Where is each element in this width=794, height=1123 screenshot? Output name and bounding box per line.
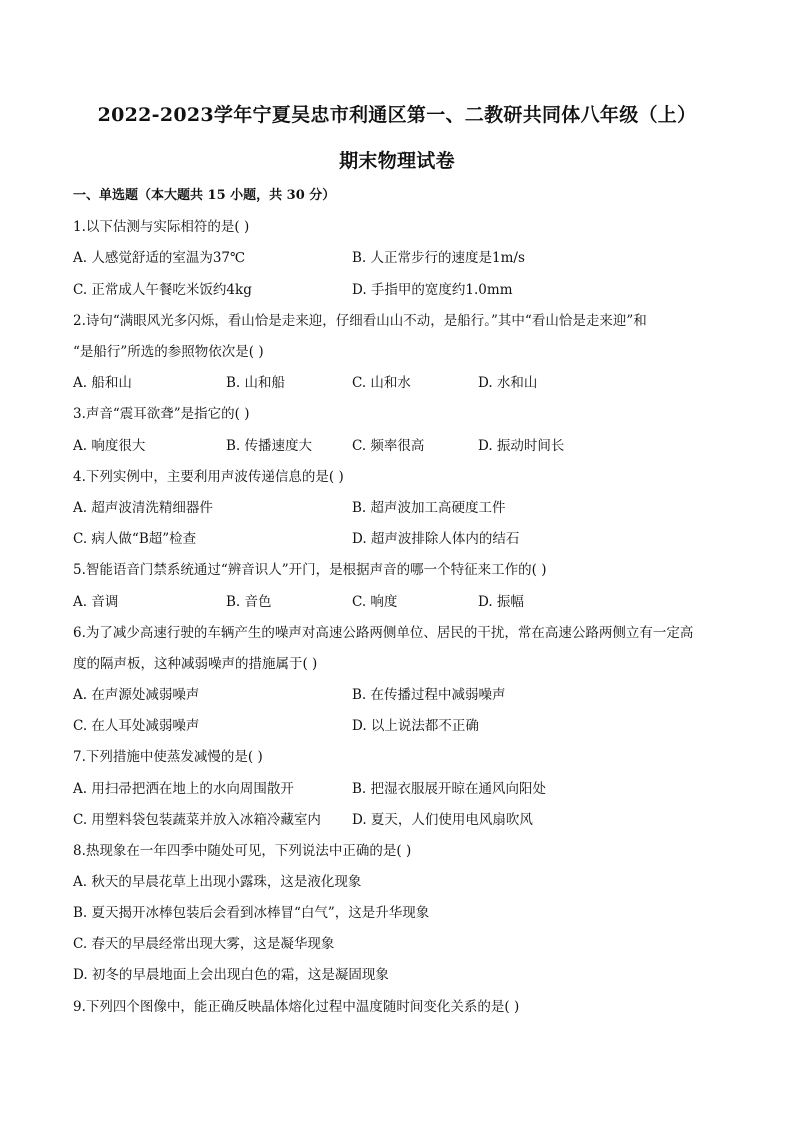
question-6-option-a: A. 在声源处减弱噪声: [73, 687, 200, 703]
question-7-option-a: A. 用扫帚把洒在地上的水向周围散开: [73, 781, 294, 797]
question-5-option-b: B. 音色: [226, 594, 272, 610]
question-4-option-d: D. 超声波排除人体内的结石: [352, 531, 520, 547]
exam-subtitle: 期末物理试卷: [339, 150, 455, 172]
question-4-option-b: B. 超声波加工高硬度工件: [352, 500, 506, 516]
question-6-option-c: C. 在人耳处减弱噪声: [73, 718, 200, 734]
question-6-option-d: D. 以上说法都不正确: [352, 718, 479, 734]
question-6-option-b: B. 在传播过程中减弱噪声: [352, 687, 506, 703]
question-6-stem-line2: 度的隔声板，这种减弱噪声的措施属于( ): [73, 656, 318, 672]
question-9-stem: 9.下列四个图像中，能正确反映晶体熔化过程中温度随时间变化关系的是( ): [73, 999, 520, 1015]
question-8-option-b: B. 夏天揭开冰棒包装后会看到冰棒冒“白气”，这是升华现象: [73, 905, 430, 921]
question-4-option-a: A. 超声波清洗精细器件: [73, 500, 213, 516]
question-2-stem-line1: 2.诗句“满眼风光多闪烁，看山恰是走来迎，仔细看山山不动，是船行。”其中“看山恰是走来迎”和: [73, 313, 647, 329]
question-3-option-d: D. 振动时间长: [478, 438, 565, 454]
question-3-stem: 3.声音“震耳欲聋”是指它的( ): [73, 406, 250, 422]
question-5-option-c: C. 响度: [352, 594, 398, 610]
question-5-stem: 5.智能语音门禁系统通过“辨音识人”开门，是根据声音的哪一个特征来工作的( ): [73, 562, 547, 578]
question-6-stem-line1: 6.为了减少高速行驶的车辆产生的噪声对高速公路两侧单位、居民的干扰，常在高速公路两侧立有一定高: [73, 625, 694, 641]
question-3-option-b: B. 传播速度大: [226, 438, 313, 454]
question-8-stem: 8.热现象在一年四季中随处可见，下列说法中正确的是( ): [73, 843, 412, 859]
question-7-option-c: C. 用塑料袋包装蔬菜并放入冰箱冷藏室内: [73, 812, 321, 828]
question-3-option-a: A. 响度很大: [73, 438, 146, 454]
section-heading: 一、单选题（本大题共 15 小题，共 30 分）: [73, 188, 336, 203]
question-1-option-b: B. 人正常步行的速度是1m/s: [352, 250, 525, 266]
question-7-stem: 7.下列措施中使蒸发减慢的是( ): [73, 749, 263, 765]
question-5-option-a: A. 音调: [73, 594, 119, 610]
question-4-option-c: C. 病人做“B超”检查: [73, 531, 197, 547]
exam-title: 2022-2023学年宁夏吴忠市利通区第一、二教研共同体八年级（上）: [97, 104, 697, 126]
question-1-stem: 1.以下估测与实际相符的是( ): [73, 219, 250, 235]
question-8-option-c: C. 春天的早晨经常出现大雾，这是凝华现象: [73, 936, 335, 952]
question-5-option-d: D. 振幅: [478, 594, 524, 610]
question-3-option-c: C. 频率很高: [352, 438, 425, 454]
question-2-option-c: C. 山和水: [352, 375, 411, 391]
question-7-option-d: D. 夏天，人们使用电风扇吹风: [352, 812, 533, 828]
question-1-option-a: A. 人感觉舒适的室温为37℃: [73, 250, 246, 266]
question-8-option-d: D. 初冬的早晨地面上会出现白色的霜，这是凝固现象: [73, 967, 389, 983]
question-8-option-a: A. 秋天的早晨花草上出现小露珠，这是液化现象: [73, 874, 362, 890]
question-4-stem: 4.下列实例中，主要利用声波传递信息的是( ): [73, 469, 344, 485]
question-2-option-d: D. 水和山: [478, 375, 538, 391]
question-1-option-c: C. 正常成人午餐吃米饭约4kg: [73, 282, 252, 298]
question-1-option-d: D. 手指甲的宽度约1.0mm: [352, 282, 513, 298]
question-2-stem-line2: “是船行”所选的参照物依次是( ): [73, 344, 264, 360]
question-7-option-b: B. 把湿衣服展开晾在通风向阳处: [352, 781, 547, 797]
question-2-option-a: A. 船和山: [73, 375, 132, 391]
question-2-option-b: B. 山和船: [226, 375, 286, 391]
